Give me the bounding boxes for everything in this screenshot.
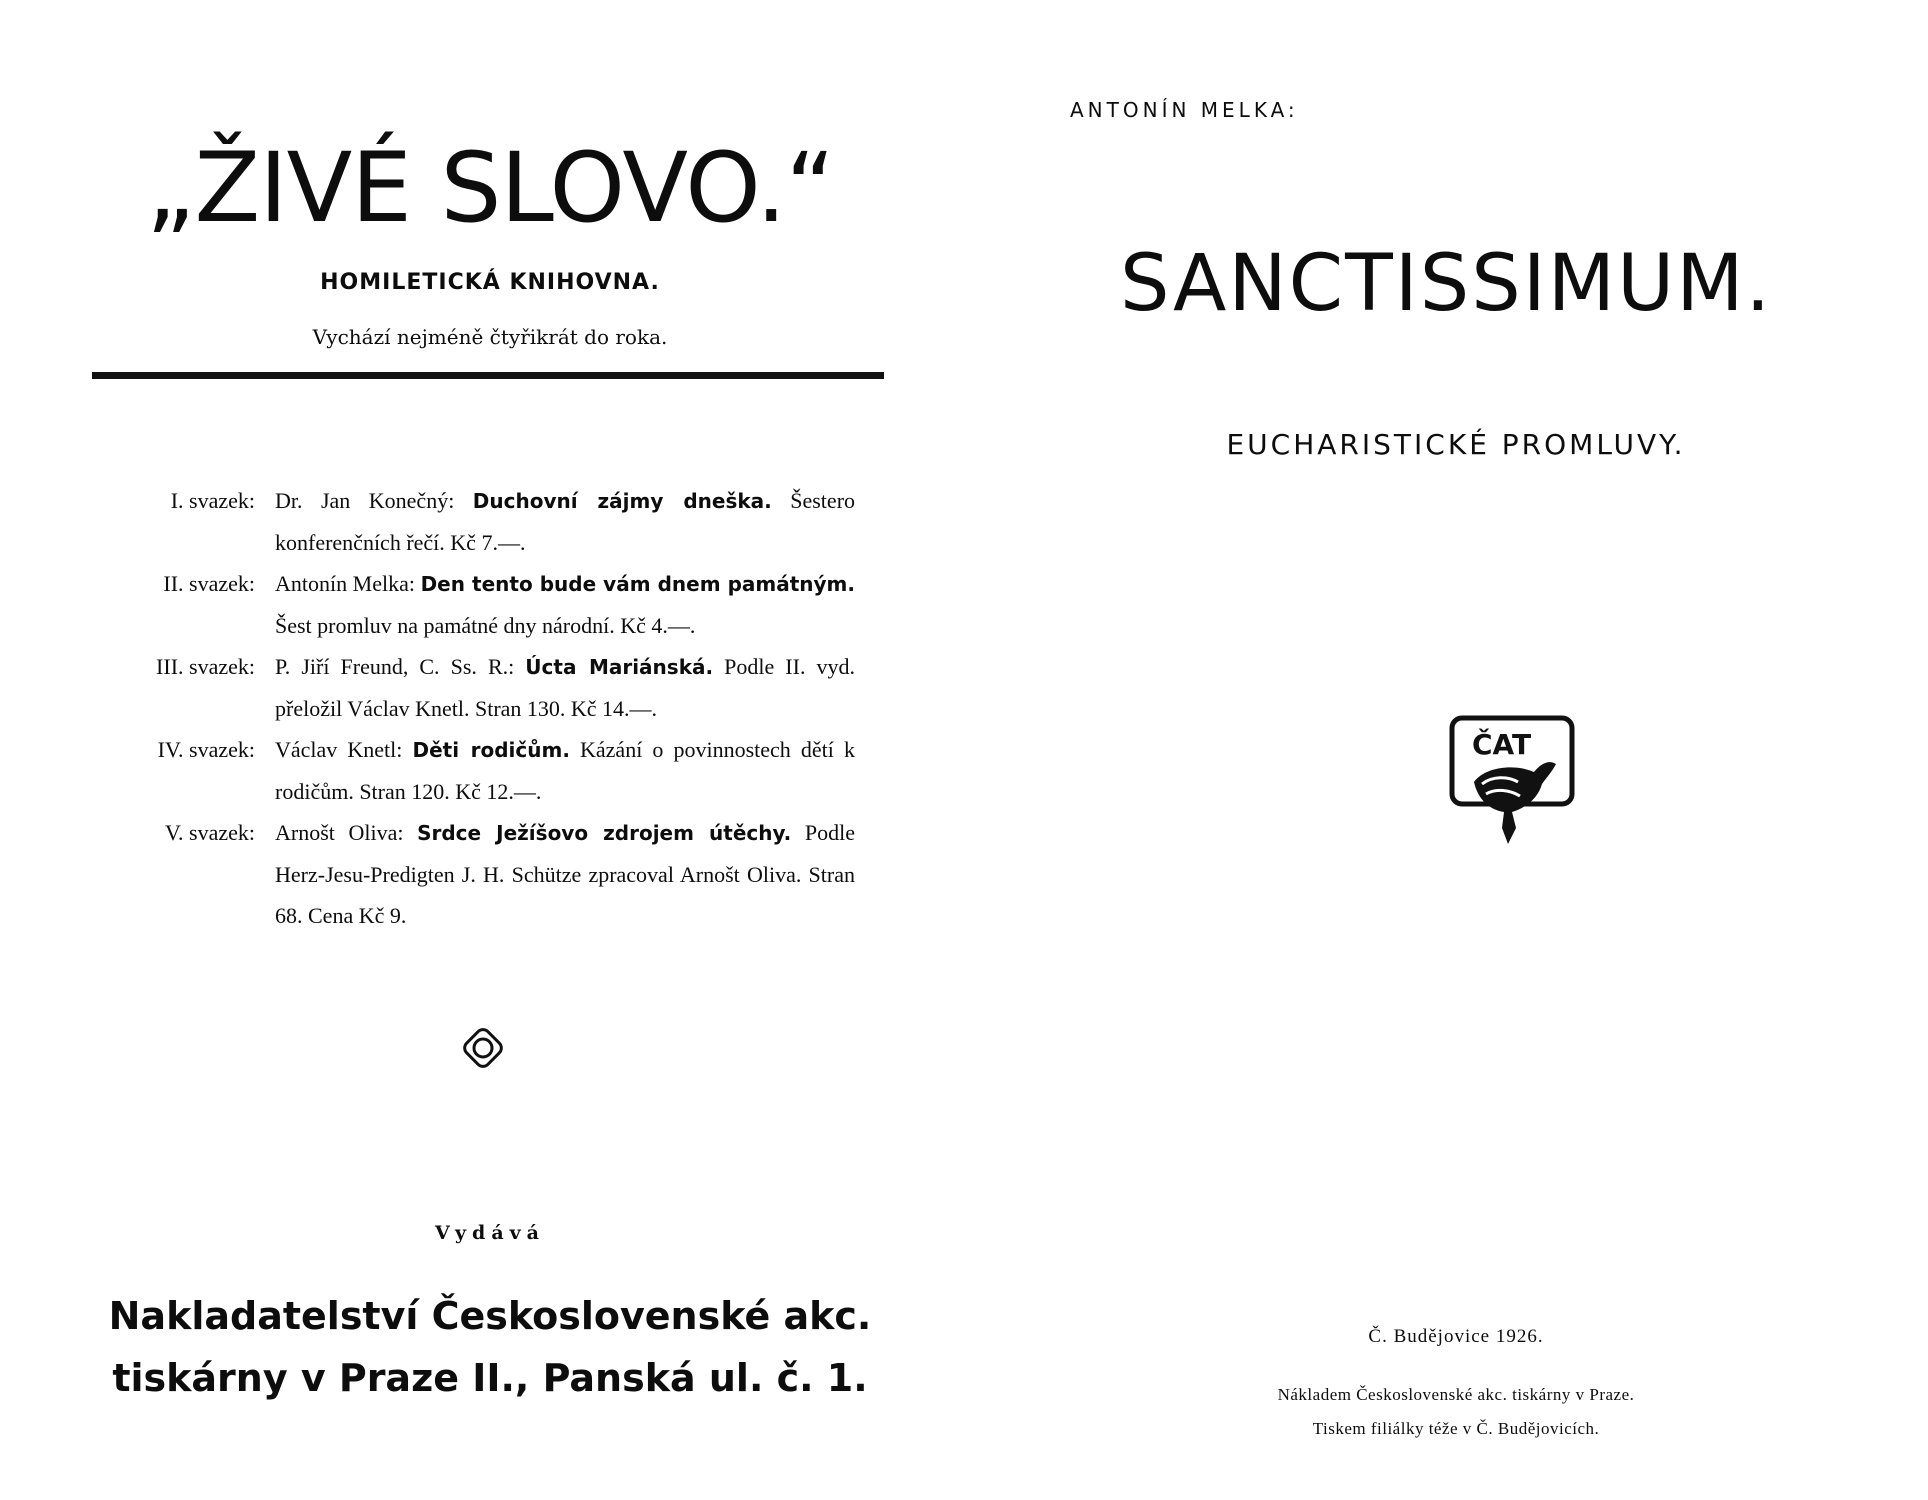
volume-author: Arnošt Oliva: [275,820,404,845]
volume-details: Podle Herz-Jesu-Predigten J. H. Schütze zpracoval Arnošt Oliva. Stran 68. Cena Kč 9. [275,820,856,928]
rooster-printer-emblem-icon [1446,712,1578,847]
volume-number: I. svazek: [170,488,255,513]
volume-author: P. Jiří Freund, C. Ss. R.: [275,654,515,679]
publisher-line: tiskárny v Praze II., Panská ul. č. 1. [112,1356,868,1400]
publisher-label: Vydává [435,1222,545,1244]
volume-title: Duchovní zájmy dneška. [472,489,772,513]
volume-list [95,480,855,936]
volume-details: Šestero konferenčních řečí. Kč 7.—. [275,488,856,555]
volume-details: Šest promluv na památné dny národní. Kč 4.—. [275,613,696,638]
volume-entry [95,729,855,812]
publisher-line: Nakladatelství Československé akc. [108,1294,872,1338]
place-and-year: Č. Budějovice 1926. [1368,1326,1544,1347]
diamond-ornament-icon [460,1025,506,1071]
volume-details: Podle II. vyd. přeložil Václav Knetl. Stran 130. Kč 14.—. [275,654,855,721]
book-title: SANCTISSIMUM. [1120,239,1773,329]
volume-title: Úcta Mariánská. [525,655,714,679]
volume-title: Děti rodičům. [412,738,570,762]
volume-details: Kázání o povinnostech dětí k rodičům. Stran 120. Kč 12.—. [275,737,855,804]
volume-number: III. svazek: [156,654,255,679]
volume-entry [95,812,855,936]
volume-entry [95,563,855,646]
volume-title: Srdce Ježíšovo zdrojem útěchy. [417,821,792,845]
imprint-line: Nákladem Československé akc. tiskárny v Praze. [1277,1385,1635,1404]
volume-number: V. svazek: [164,820,255,845]
volume-author: Dr. Jan Konečný: [275,488,455,513]
volume-number: II. svazek: [163,571,255,596]
book-author: ANTONÍN MELKA: [1070,98,1299,122]
series-frequency: Vychází nejméně čtyřikrát do roka. [312,325,668,349]
volume-entry [95,480,855,563]
publisher-name [80,1285,900,1409]
volume-number: IV. svazek: [157,737,255,762]
series-subtitle: HOMILETICKÁ KNIHOVNA. [320,270,660,295]
horizontal-rule [92,372,884,379]
volume-title: Den tento bude vám dnem památným. [420,572,855,596]
volume-author: Václav Knetl: [275,737,403,762]
imprint [1064,1378,1848,1446]
right-page [964,0,1928,1500]
imprint-line: Tiskem filiálky téže v Č. Budějovicích. [1312,1419,1600,1438]
series-title: „ŽIVÉ SLOVO.“ [145,132,835,244]
book-subtitle: EUCHARISTICKÉ PROMLUVY. [1226,428,1686,461]
svg-text:ČAT: ČAT [1472,728,1532,761]
volume-entry [95,646,855,729]
volume-author: Antonín Melka: [275,571,415,596]
